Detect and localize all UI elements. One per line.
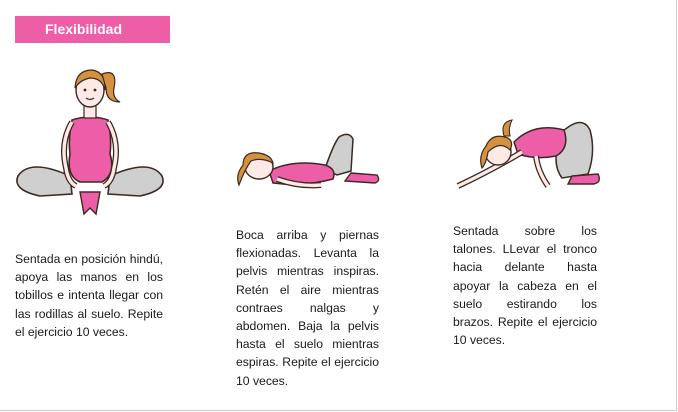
section-title: Flexibilidad: [15, 16, 170, 43]
childs-pose-illustration: [452, 112, 612, 197]
exercise-description: Boca arriba y piernas flexionadas. Levanta la pelvis mientras inspiras. Retén el aire mientras contraes nalgas y abdomen. Baja la pelvis hasta el suelo mientras espiras. Repite el ejercicio 10 veces.: [236, 228, 379, 388]
exercise-description: Sentada sobre los talones. LLevar el tronco hacia delante hasta apoyar la cabeza en el suelo estirando los brazos. Repite el ejercicio 10 veces.: [453, 224, 597, 348]
pelvic-lift-illustration: [233, 125, 393, 200]
seated-butterfly-illustration: [10, 58, 170, 228]
exercise-description: Sentada en posición hindú, apoya las manos en los tobillos e intenta llegar con las rodillas al suelo. Repite el ejercicio 10 veces.: [15, 252, 163, 339]
